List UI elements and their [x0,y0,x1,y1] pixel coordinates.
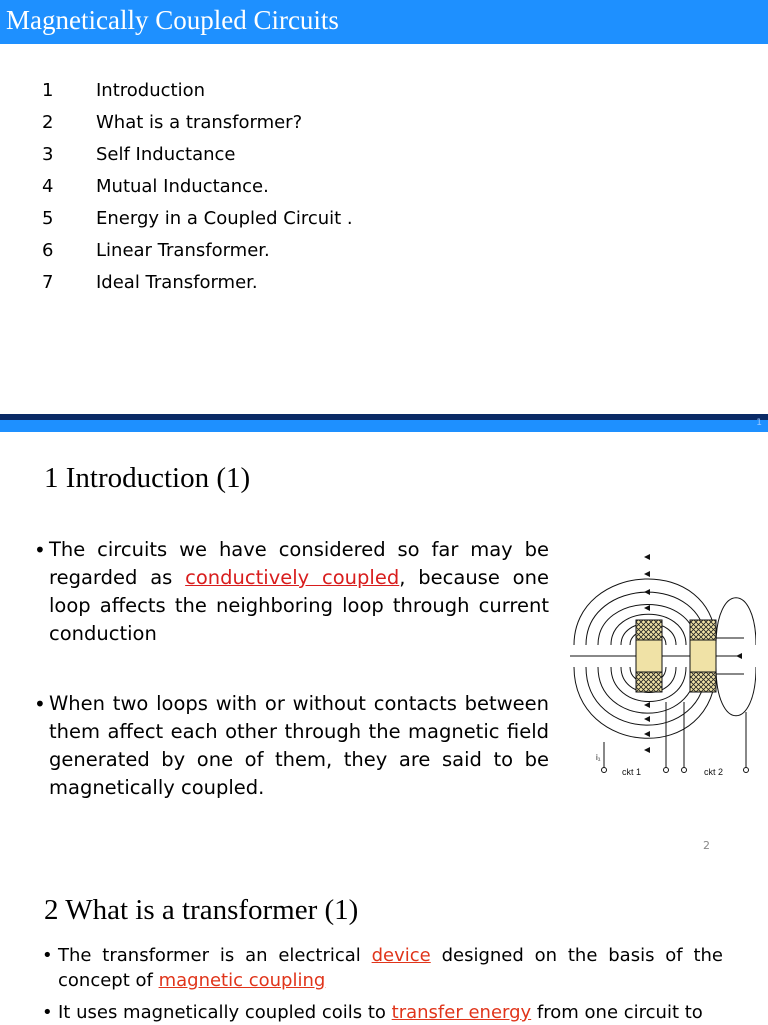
slide-3 [0,860,768,1024]
current-label: i₁ [596,753,601,762]
slide-title: 2 What is a transformer (1) [44,894,359,926]
toc-text: Energy in a Coupled Circuit . [96,208,353,229]
bullet-text-part: The transformer is an electrical [58,945,372,966]
title-bar [0,0,768,44]
slide-title: Magnetically Coupled Circuits [6,5,339,35]
bullet-transfer [42,1000,723,1025]
page-number: 1 [756,418,762,428]
magnetic-coupling-term: magnetic coupling [158,970,326,991]
bullet-text-part: It uses magnetically coupled coils to [58,1002,392,1023]
bullet-conductive [34,536,549,648]
bullet-text-part: from one circuit to [531,1002,703,1023]
bullet-icon: • [42,1002,53,1023]
bullet-icon: • [34,692,46,716]
coupled-coils-diagram [566,542,756,787]
toc-text: What is a transformer? [96,112,303,133]
bullet-text [49,536,549,648]
bullet-text-part: designed on the basis of the concept of [58,945,723,991]
slide-header-strip [0,420,768,432]
device-term: device [371,945,431,966]
toc-text: Linear Transformer. [96,240,270,261]
toc-number: 2 [42,112,54,133]
toc-number: 4 [42,176,54,197]
toc-text: Introduction [96,80,206,101]
bullet-text [58,1000,723,1025]
bullet-text-part: The circuits we have considered so far may be regarded as [49,538,549,589]
toc-text: Self Inductance [96,144,236,165]
toc-number: 7 [42,272,54,293]
toc-number: 6 [42,240,54,261]
bullet-icon: • [42,945,53,966]
bullet-icon: • [34,538,46,562]
bullet-device [42,943,723,993]
transfer-energy-term: transfer energy [391,1002,532,1023]
ckt2-label: ckt 2 [704,767,724,777]
conductively-coupled-term: conductively coupled [185,566,400,589]
toc-text: Mutual Inductance. [96,176,269,197]
bullet-text: When two loops with or without contacts between them affect each other through the magnetic field generated by one of them, they are said to be magnetically coupled. [49,692,549,799]
bullet-magnetic [34,690,549,802]
bullet-text-part: , because one loop affects the neighboring loop through current conduction [49,566,549,645]
bullet-text [58,943,723,993]
toc-number: 3 [42,144,54,165]
slide-title: 1 Introduction (1) [44,462,251,494]
toc-number: 1 [42,80,54,101]
page-number: 2 [703,839,710,852]
ckt1-label: ckt 1 [622,767,642,777]
slide-2 [0,432,768,860]
slide-1 [0,0,768,414]
toc-number: 5 [42,208,54,229]
toc-text: Ideal Transformer. [96,272,258,293]
